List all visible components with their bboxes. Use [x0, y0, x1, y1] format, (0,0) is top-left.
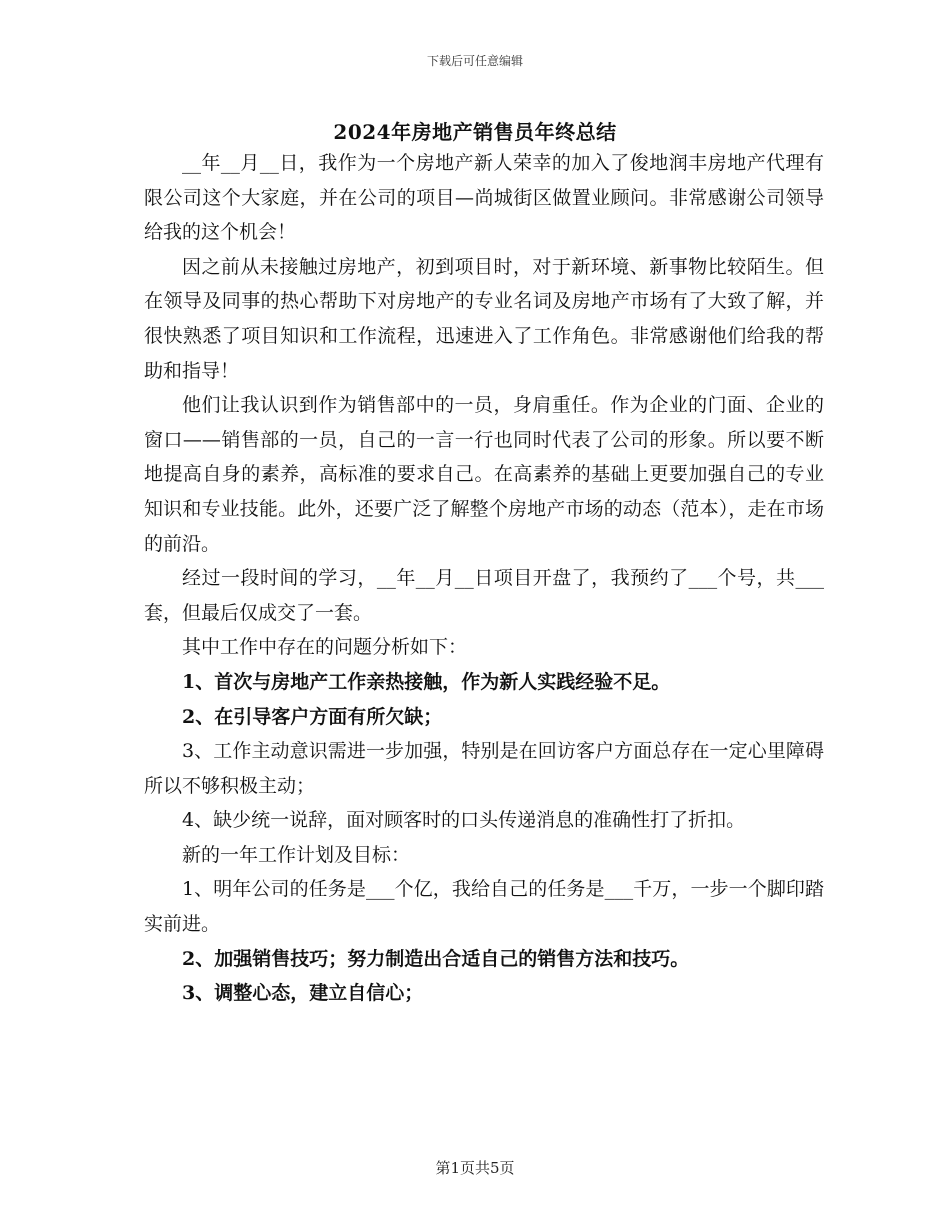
paragraph-results: 经过一段时间的学习，__年__月__日项目开盘了，我预约了___个号，共___套，但最后仅成交了一套。	[144, 567, 824, 624]
problem-item-2: 2、在引导客户方面有所欠缺；	[182, 705, 443, 728]
paragraph-intro: __年__月__日，我作为一个房地产新人荣幸的加入了俊地润丰房地产代理有限公司这个大家庭，并在公司的项目—尚城街区做置业顾问。非常感谢公司领导给我的这个机会！	[144, 152, 824, 244]
document-body	[144, 146, 824, 1011]
paragraph-plan-heading: 新的一年工作计划及目标：	[182, 843, 411, 866]
plan-item-2: 2、加强销售技巧；努力制造出合适自己的销售方法和技巧。	[182, 947, 690, 970]
header-note: 下载后可任意编辑	[426, 54, 523, 68]
paragraph-responsibility: 他们让我认识到作为销售部中的一员，身肩重任。作为企业的门面、企业的窗口——销售部的一员，自己的一言一行也同时代表了公司的形象。所以要不断地提高自身的素养，高标准的要求自己。在高素养的基础上更要加强自己的专业知识和专业技能。此外，还要广泛了解整个房地产市场的动态（范本），走在市场的前沿。	[144, 394, 824, 555]
problem-item-4: 4、缺少统一说辞，面对顾客时的口头传递消息的准确性打了折扣。	[182, 809, 746, 832]
document-title: 2024年房地产销售员年终总结	[333, 120, 617, 144]
page-number: 第1页共5页	[435, 1159, 515, 1177]
problem-item-3: 3、工作主动意识需进一步加强，特别是在回访客户方面总存在一定心里障碍所以不够积极主动；	[144, 740, 824, 797]
paragraph-problems-heading: 其中工作中存在的问题分析如下：	[182, 636, 468, 659]
plan-item-3: 3、调整心态，建立自信心；	[182, 982, 424, 1005]
problem-item-1: 1、首次与房地产工作亲热接触，作为新人实践经验不足。	[182, 670, 671, 693]
paragraph-onboarding: 因之前从未接触过房地产，初到项目时，对于新环境、新事物比较陌生。但在领导及同事的热心帮助下对房地产的专业名词及房地产市场有了大致了解，并很快熟悉了项目知识和工作流程，迅速进入了工作角色。非常感谢他们给我的帮助和指导！	[144, 255, 824, 382]
plan-item-1: 1、明年公司的任务是___个亿，我给自己的任务是___千万，一步一个脚印踏实前进。	[144, 878, 824, 936]
